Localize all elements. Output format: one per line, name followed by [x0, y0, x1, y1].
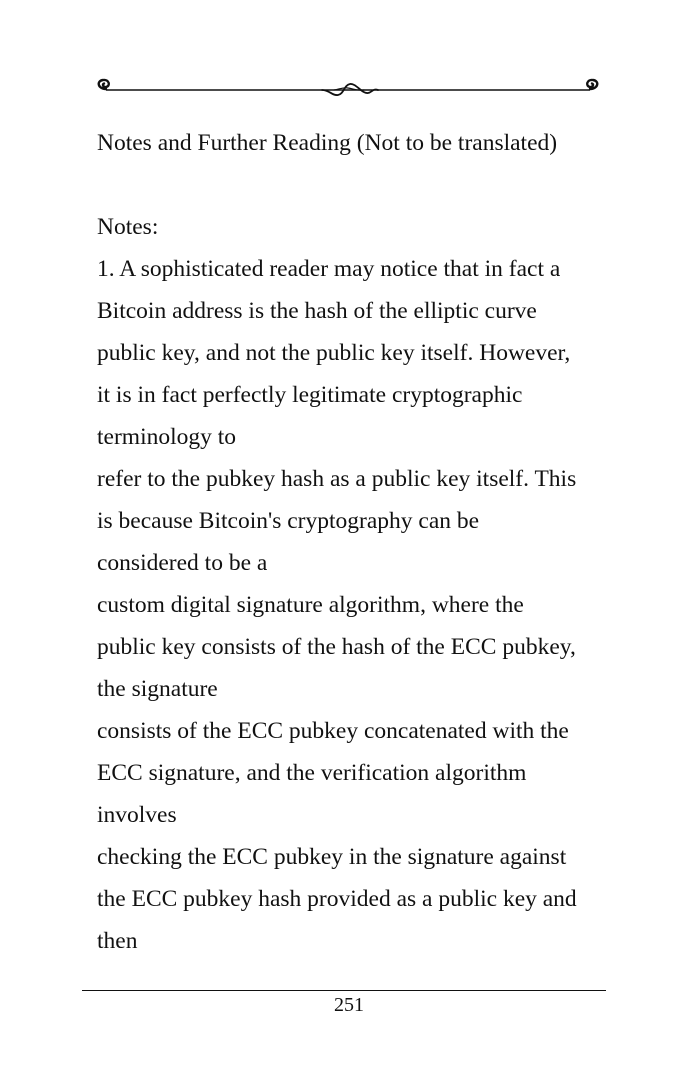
- note-line: checking the ECC pubkey in the signature against: [97, 844, 567, 870]
- note-line: Bitcoin address is the hash of the elliptic curve: [97, 298, 537, 324]
- note-line: the signature: [97, 676, 218, 702]
- section-title: Notes and Further Reading (Not to be translated): [97, 130, 558, 156]
- note-line: consists of the ECC pubkey concatenated with the: [97, 718, 569, 744]
- note-line: the ECC pubkey hash provided as a public key and: [97, 886, 577, 912]
- note-line: 1. A sophisticated reader may notice that in fact a: [97, 256, 561, 282]
- note-1: [97, 248, 617, 962]
- page-content: [97, 122, 617, 962]
- note-line: is because Bitcoin's cryptography can be: [97, 508, 480, 534]
- note-line: involves: [97, 802, 177, 828]
- footer-rule: [82, 990, 606, 991]
- note-line: terminology to: [97, 424, 237, 450]
- scroll-flourish-divider-icon: [92, 76, 604, 102]
- notes-heading: Notes:: [97, 214, 159, 240]
- note-line: custom digital signature algorithm, where the: [97, 592, 524, 618]
- note-line: ECC signature, and the verification algorithm: [97, 760, 527, 786]
- note-line: public key, and not the public key itself. However,: [97, 340, 571, 366]
- page-number: 251: [334, 994, 364, 1016]
- note-line: it is in fact perfectly legitimate cryptographic: [97, 382, 523, 408]
- note-line: then: [97, 928, 138, 954]
- note-line: refer to the pubkey hash as a public key itself. This: [97, 466, 577, 492]
- note-line: public key consists of the hash of the ECC pubkey,: [97, 634, 576, 660]
- note-line: considered to be a: [97, 550, 268, 576]
